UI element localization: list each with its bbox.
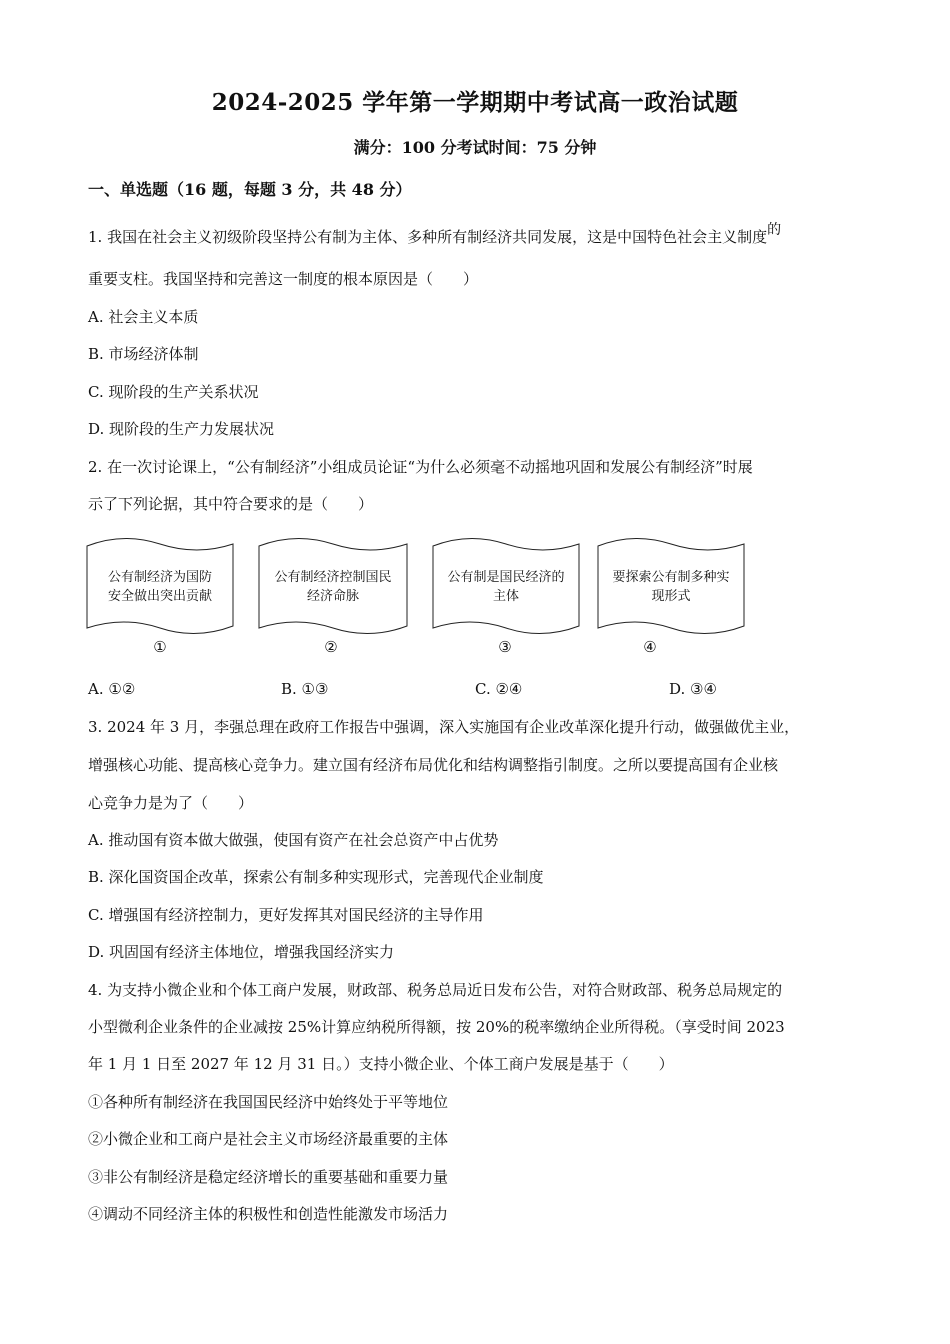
q4-stem-line3: 年 1 月 1 日至 2027 年 12 月 31 日。）支持小微企业、个体工商户发展是基于（ ） xyxy=(88,1055,674,1073)
flag-card-1 xyxy=(86,536,234,636)
section-heading: 一、单选题（16 题，每题 3 分，共 48 分） xyxy=(88,180,412,199)
q4-item-1: ①各种所有制经济在我国国民经济中始终处于平等地位 xyxy=(88,1093,449,1111)
flag-4-number: ④ xyxy=(643,638,657,656)
q1-stem-line2: 重要支柱。我国坚持和完善这一制度的根本原因是（ ） xyxy=(88,270,479,288)
q1-stem-line1: 1. 我国在社会主义初级阶段坚持公有制为主体、多种所有制经济共同发展，这是中国特色社会主义制度的 xyxy=(88,222,782,246)
flag-card-4 xyxy=(597,536,745,636)
q4-stem-line1: 4. 为支持小微企业和个体工商户发展，财政部、税务总局近日发布公告，对符合财政部、税务总局规定的 xyxy=(88,981,783,999)
q4-item-3: ③非公有制经济是稳定经济增长的重要基础和重要力量 xyxy=(88,1168,449,1186)
q4-item-4: ④调动不同经济主体的积极性和创造性能激发市场活力 xyxy=(88,1205,449,1223)
q2-option-d: D. ③④ xyxy=(669,680,717,698)
exam-subtitle: 满分：100 分考试时间：75 分钟 xyxy=(353,138,597,157)
q3-stem-line1: 3. 2024 年 3 月，李强总理在政府工作报告中强调，深入实施国有企业改革深化提升行动，做强做优主业， xyxy=(88,718,800,736)
flag-card-3 xyxy=(432,536,580,636)
flag-2-number: ② xyxy=(324,638,338,656)
q1-stem-sup: 的 xyxy=(767,222,782,238)
flag-card-2 xyxy=(258,536,408,636)
q1-option-c: C. 现阶段的生产关系状况 xyxy=(88,383,259,401)
q3-option-d: D. 巩固国有经济主体地位，增强我国经济实力 xyxy=(88,943,395,961)
flag-4-text-line2: 现形式 xyxy=(651,589,691,604)
q3-option-b: B. 深化国资国企改革，探索公有制多种实现形式，完善现代企业制度 xyxy=(88,868,544,886)
flag-2-text-line2: 经济命脉 xyxy=(306,589,359,604)
q2-option-a: A. ①② xyxy=(88,680,136,698)
q2-option-b: B. ①③ xyxy=(281,680,329,698)
flag-1-text-line1: 公有制经济为国防 xyxy=(107,570,212,585)
flag-1-text-line2: 安全做出突出贡献 xyxy=(107,589,212,604)
q1-option-d: D. 现阶段的生产力发展状况 xyxy=(88,420,275,438)
flag-3-text-line2: 主体 xyxy=(492,589,519,604)
flag-2-text-line1: 公有制经济控制国民 xyxy=(274,570,392,585)
exam-title: 2024-2025 学年第一学期期中考试高一政治试题 xyxy=(211,89,739,116)
q3-option-c: C. 增强国有经济控制力，更好发挥其对国民经济的主导作用 xyxy=(88,906,484,924)
flag-1-number: ① xyxy=(153,638,167,656)
flag-4-text-line1: 要探索公有制多种实 xyxy=(612,570,730,585)
q3-option-a: A. 推动国有资本做大做强，使国有资产在社会总资产中占优势 xyxy=(88,831,499,849)
q1-option-b: B. 市场经济体制 xyxy=(88,345,199,363)
q1-option-a: A. 社会主义本质 xyxy=(88,308,199,326)
q3-stem-line3: 心竞争力是为了（ ） xyxy=(88,794,254,812)
q2-option-c: C. ②④ xyxy=(475,680,523,698)
q4-stem-line2: 小型微利企业条件的企业减按 25%计算应纳税所得额，按 20%的税率缴纳企业所得税。（享受时间 2023 xyxy=(88,1018,785,1036)
flag-3-text-line1: 公有制是国民经济的 xyxy=(447,570,565,585)
q2-stem-line2: 示了下列论据，其中符合要求的是（ ） xyxy=(88,495,374,513)
flag-3-number: ③ xyxy=(498,638,512,656)
q4-item-2: ②小微企业和工商户是社会主义市场经济最重要的主体 xyxy=(88,1130,449,1148)
q3-stem-line2: 增强核心功能、提高核心竞争力。建立国有经济布局优化和结构调整指引制度。之所以要提高国有企业核 xyxy=(88,756,779,774)
q2-stem-line1: 2. 在一次讨论课上，“公有制经济”小组成员论证“为什么必须毫不动摇地巩固和发展公有制经济”时展 xyxy=(88,458,753,476)
